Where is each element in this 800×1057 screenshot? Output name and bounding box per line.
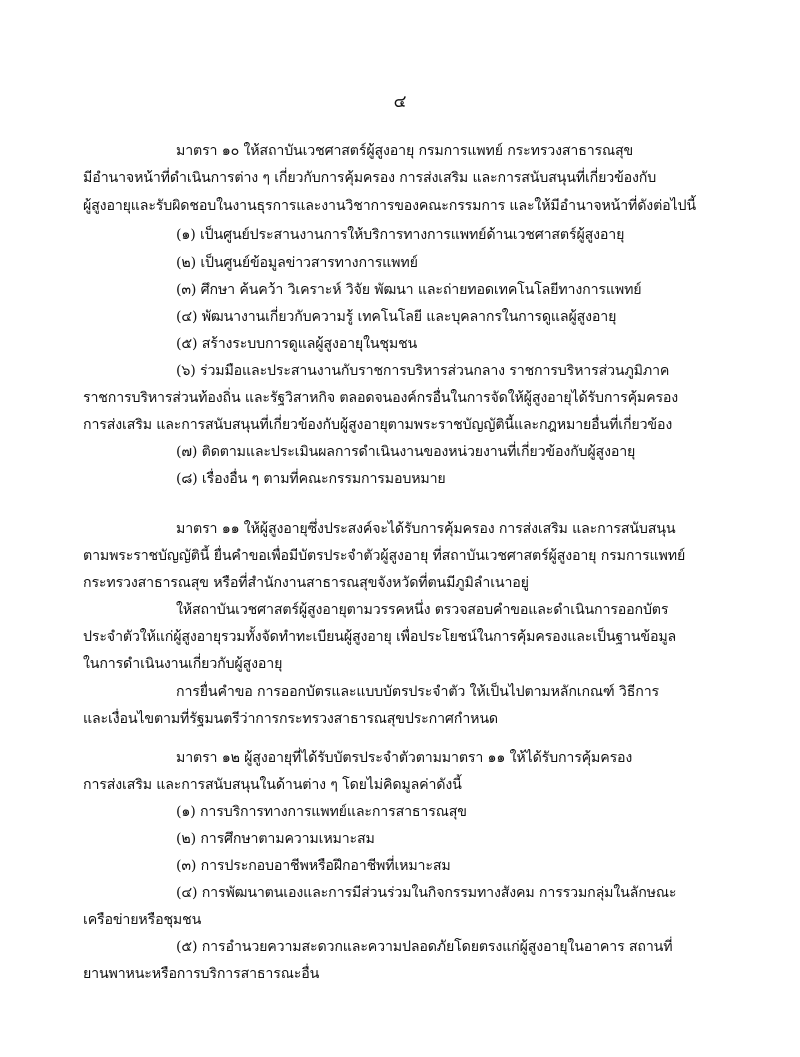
text-line: ผู้สูงอายุและรับผิดชอบในงานธุรการและงานวิชาการของคณะกรรมการ และให้มีอำนาจหน้าที่ดังต่อไปนี้ [83,198,696,214]
list-item: (๕) การอำนวยความสะดวกและความปลอดภัยโดยตรงแก่ผู้สูงอายุในอาคาร สถานที่ [176,939,673,955]
list-item: (๔) พัฒนางานเกี่ยวกับความรู้ เทคโนโลยี และบุคลากรในการดูแลผู้สูงอายุ [176,309,617,325]
text-line: กระทรวงสาธารณสุข หรือที่สำนักงานสาธารณสุขจังหวัดที่ตนมีภูมิลำเนาอยู่ [83,575,529,591]
list-item: (๓) การประกอบอาชีพหรือฝึกอาชีพที่เหมาะสม [176,858,451,874]
list-item: (๗) ติดตามและประเมินผลการดำเนินงานของหน่วยงานที่เกี่ยวข้องกับผู้สูงอายุ [176,444,636,460]
list-item: (๕) สร้างระบบการดูแลผู้สูงอายุในชุมชน [176,336,418,352]
list-item: (๑) การบริการทางการแพทย์และการสาธารณสุข [176,804,467,820]
list-item: (๓) ศึกษา ค้นคว้า วิเคราะห์ วิจัย พัฒนา และถ่ายทอดเทคโนโลยีทางการแพทย์ [176,282,642,298]
text-line: และเงื่อนไขตามที่รัฐมนตรีว่าการกระทรวงสาธารณสุขประกาศกำหนด [83,711,498,727]
text-line: การส่งเสริม และการสนับสนุนที่เกี่ยวข้องกับผู้สูงอายุตามพระราชบัญญัตินี้และกฎหมายอื่นที่เกี่ยวข้อง [83,417,673,433]
list-item: (๒) การศึกษาตามความเหมาะสม [176,831,375,847]
text-line: ราชการบริหารส่วนท้องถิ่น และรัฐวิสาหกิจ ตลอดจนองค์กรอื่นในการจัดให้ผู้สูงอายุได้รับการคุ้มครอง [83,390,679,406]
text-line: การส่งเสริม และการสนับสนุนในด้านต่าง ๆ โดยไม่คิดมูลค่าดังนี้ [83,777,462,793]
text-line: มาตรา ๑๒ ผู้สูงอายุที่ได้รับบัตรประจำตัวตามมาตรา ๑๑ ให้ได้รับการคุ้มครอง [176,750,633,766]
text-line: ยานพาหนะหรือการบริการสาธารณะอื่น [83,966,320,982]
list-item: (๒) เป็นศูนย์ข้อมูลข่าวสารทางการแพทย์ [176,255,418,271]
text-line: การยื่นคำขอ การออกบัตรและแบบบัตรประจำตัว ให้เป็นไปตามหลักเกณฑ์ วิธีการ [176,684,659,700]
text-line: มาตรา ๑๑ ให้ผู้สูงอายุซึ่งประสงค์จะได้รับการคุ้มครอง การส่งเสริม และการสนับสนุน [176,521,676,537]
list-item: (๖) ร่วมมือและประสานงานกับราชการบริหารส่วนกลาง ราชการบริหารส่วนภูมิภาค [176,363,670,379]
text-line: มาตรา ๑๐ ให้สถาบันเวชศาสตร์ผู้สูงอายุ กรมการแพทย์ กระทรวงสาธารณสุข [176,143,634,159]
list-item: (๔) การพัฒนาตนเองและการมีส่วนร่วมในกิจกรรมทางสังคม การรวมกลุ่มในลักษณะ [176,885,677,901]
text-line: เครือข่ายหรือชุมชน [83,912,202,928]
page-number: ๔ [393,92,407,112]
text-line: ในการดำเนินงานเกี่ยวกับผู้สูงอายุ [83,656,283,672]
list-item: (๘) เรื่องอื่น ๆ ตามที่คณะกรรมการมอบหมาย [176,471,446,487]
text-line: มีอำนาจหน้าที่ดำเนินการต่าง ๆ เกี่ยวกับการคุ้มครอง การส่งเสริม และการสนับสนุนที่เกี่ยวข้องกับ [83,170,657,186]
text-line: ประจำตัวให้แก่ผู้สูงอายุรวมทั้งจัดทำทะเบียนผู้สูงอายุ เพื่อประโยชน์ในการคุ้มครองและเป็นฐานข้อมูล [83,629,677,645]
list-item: (๑) เป็นศูนย์ประสานงานการให้บริการทางการแพทย์ด้านเวชศาสตร์ผู้สูงอายุ [176,227,625,243]
text-line: ให้สถาบันเวชศาสตร์ผู้สูงอายุตามวรรคหนึ่ง ตรวจสอบคำขอและดำเนินการออกบัตร [176,602,669,618]
text-line: ตามพระราชบัญญัตินี้ ยื่นคำขอเพื่อมีบัตรประจำตัวผู้สูงอายุ ที่สถาบันเวชศาสตร์ผู้สูงอายุ กรมการแพทย์ [83,548,686,564]
